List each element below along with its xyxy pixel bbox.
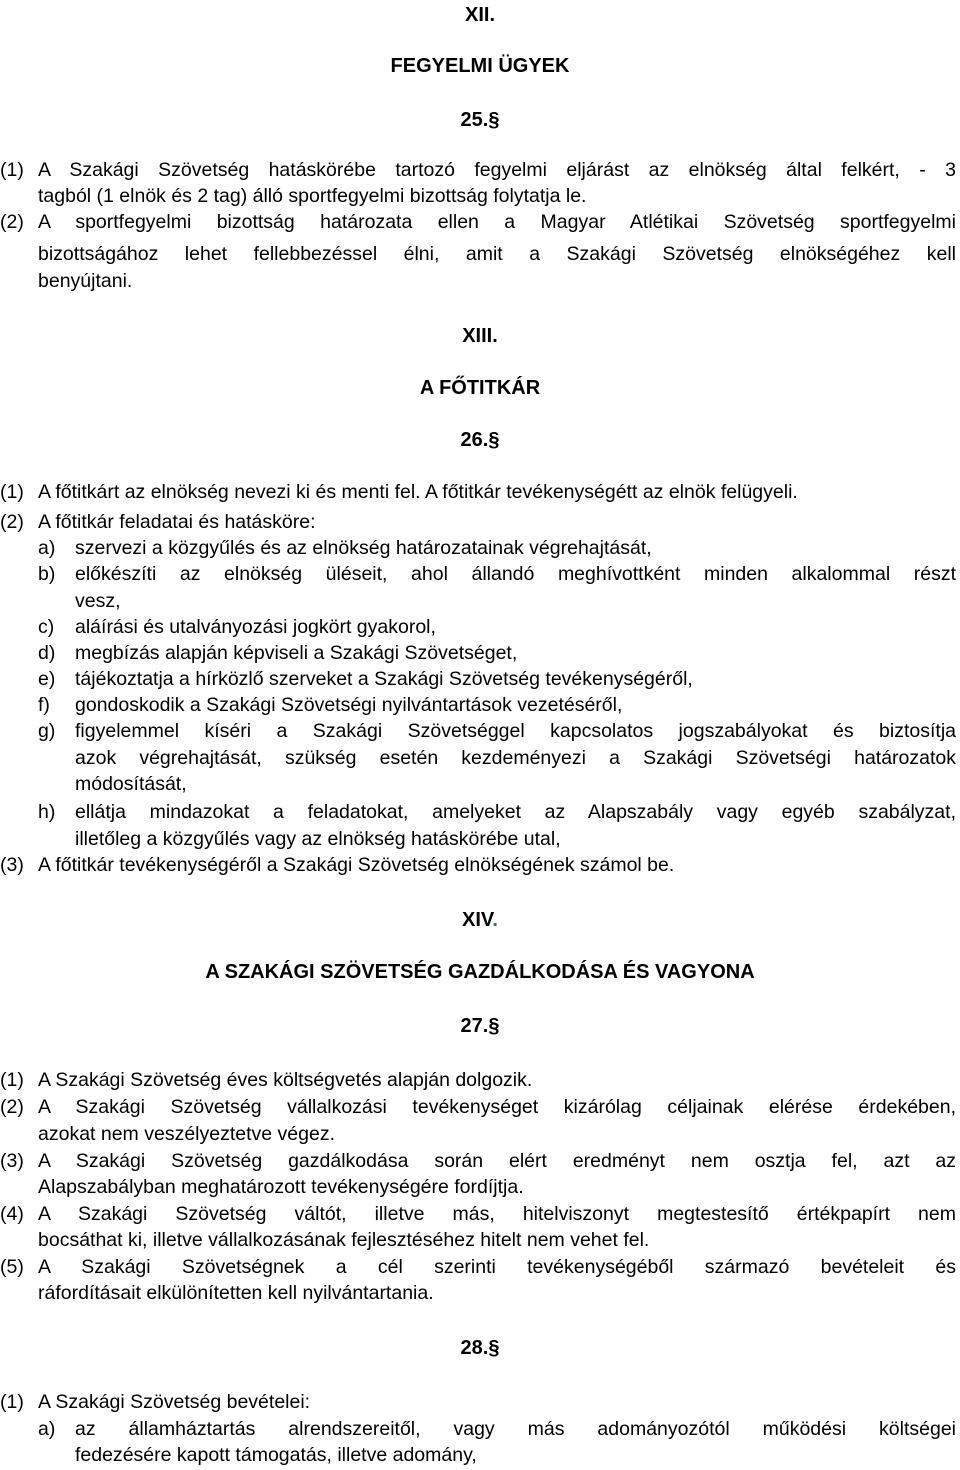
item-number: (1) — [0, 1069, 24, 1091]
section-number: 25.§ — [460, 109, 500, 131]
list-letter: g) — [38, 720, 56, 742]
list-letter: e) — [38, 668, 56, 690]
list-letter: a) — [38, 1418, 56, 1440]
section-number: 27.§ — [460, 1015, 500, 1037]
chapter-number-text: XIV — [462, 909, 493, 931]
list-text: ellátja mindazokat a feladatokat, amelyeket az Alapszabály vagy egyéb szabályzat, — [75, 801, 956, 823]
list-letter: f) — [38, 694, 50, 716]
paragraph-text: ráfordításait elkülönítetten kell nyilvántartania. — [38, 1282, 434, 1304]
list-letter: h) — [38, 801, 56, 823]
item-number: (3) — [0, 1150, 24, 1172]
paragraph-text: tagból (1 elnök és 2 tag) álló sportfegyelmi bizottság folytatja le. — [38, 185, 587, 207]
paragraph-text: bocsáthat ki, illetve vállalkozásának fejlesztéséhez hitelt nem vehet fel. — [38, 1229, 650, 1251]
paragraph-text: A Szakági Szövetség hatáskörébe tartozó fegyelmi eljárást az elnökség által felkért, - 3 — [38, 159, 956, 181]
paragraph-text: A Szakági Szövetségnek a cél szerinti tevékenységéből származó bevételeit és — [38, 1256, 956, 1278]
paragraph-text: A főtitkár tevékenységéről a Szakági Szövetség elnökségének számol be. — [38, 854, 675, 876]
list-text: megbízás alapján képviseli a Szakági Szövetséget, — [75, 642, 518, 664]
list-letter: c) — [38, 616, 55, 638]
list-text: az államháztartás alrendszereitől, vagy más adományozótól működési költségei — [75, 1418, 956, 1440]
paragraph-text: A Szakági Szövetség éves költségvetés alapján dolgozik. — [38, 1069, 533, 1091]
section-number: 26.§ — [460, 429, 500, 451]
paragraph-text: A főtitkárt az elnökség nevezi ki és menti fel. A főtitkár tevékenységétt az elnök felügyeli. — [38, 481, 798, 503]
list-text: szervezi a közgyűlés és az elnökség határozatainak végrehajtását, — [75, 537, 652, 559]
list-text: gondoskodik a Szakági Szövetségi nyilvántartások vezetéséről, — [75, 694, 623, 716]
paragraph-text: azokat nem veszélyeztetve végez. — [38, 1123, 335, 1145]
paragraph-text: A sportfegyelmi bizottság határozata ellen a Magyar Atlétikai Szövetség sportfegyelmi — [38, 211, 956, 233]
paragraph-text: bizottságához lehet fellebbezéssel élni, amit a Szakági Szövetség elnökségéhez kell — [38, 243, 956, 265]
list-text: illetőleg a közgyűlés vagy az elnökség hatáskörébe utal, — [75, 828, 561, 850]
item-number: (1) — [0, 481, 24, 503]
section-number: 28.§ — [460, 1337, 500, 1359]
list-text: előkészíti az elnökség üléseit, ahol állandó meghívottként minden alkalommal részt — [75, 563, 956, 585]
chapter-number — [0, 907, 960, 933]
paragraph-text: benyújtani. — [38, 270, 133, 292]
item-number: (5) — [0, 1256, 24, 1278]
chapter-title: A SZAKÁGI SZÖVETSÉG GAZDÁLKODÁSA ÉS VAGYONA — [205, 961, 755, 983]
item-number: (4) — [0, 1203, 24, 1225]
chapter-title: FEGYELMI ÜGYEK — [390, 55, 570, 77]
list-text: tájékoztatja a hírközlő szerveket a Szakági Szövetség tevékenységéről, — [75, 668, 693, 690]
chapter-number-dot: . — [492, 909, 498, 931]
item-number: (3) — [0, 854, 24, 876]
paragraph-text: A Szakági Szövetség gazdálkodása során elért eredményt nem osztja fel, azt az — [38, 1150, 956, 1172]
item-number: (2) — [0, 211, 24, 233]
chapter-number: XIII. — [462, 325, 498, 347]
item-number: (2) — [0, 1096, 24, 1118]
list-letter: b) — [38, 563, 56, 585]
paragraph-text: A Szakági Szövetség bevételei: — [38, 1391, 311, 1413]
paragraph-text: A Szakági Szövetség vállalkozási tevékenységet kizárólag céljainak elérése érdekében, — [38, 1096, 956, 1118]
item-number: (1) — [0, 159, 24, 181]
item-number: (1) — [0, 1391, 24, 1413]
list-text: figyelemmel kíséri a Szakági Szövetséggel kapcsolatos jogszabályokat és biztosítja — [75, 720, 956, 742]
list-letter: d) — [38, 642, 56, 664]
list-letter: a) — [38, 537, 56, 559]
item-number: (2) — [0, 511, 24, 533]
chapter-title: A FŐTITKÁR — [419, 377, 541, 399]
list-text: aláírási és utalványozási jogkört gyakorol, — [75, 616, 436, 638]
list-text: módosítását, — [75, 773, 187, 795]
paragraph-text: A főtitkár feladatai és hatásköre: — [38, 511, 316, 533]
chapter-number: XII. — [464, 4, 495, 26]
paragraph-text: A Szakági Szövetség váltót, illetve más, hitelviszonyt megtestesítő értékpapírt nem — [38, 1203, 956, 1225]
list-text: azok végrehajtását, szükség esetén kezdeményezi a Szakági Szövetségi határozatok — [75, 747, 956, 769]
paragraph-text: Alapszabályban meghatározott tevékenységére fordíjtja. — [38, 1176, 524, 1198]
list-text: vesz, — [75, 590, 121, 612]
list-text: fedezésére kapott támogatás, illetve adomány, — [75, 1444, 477, 1466]
